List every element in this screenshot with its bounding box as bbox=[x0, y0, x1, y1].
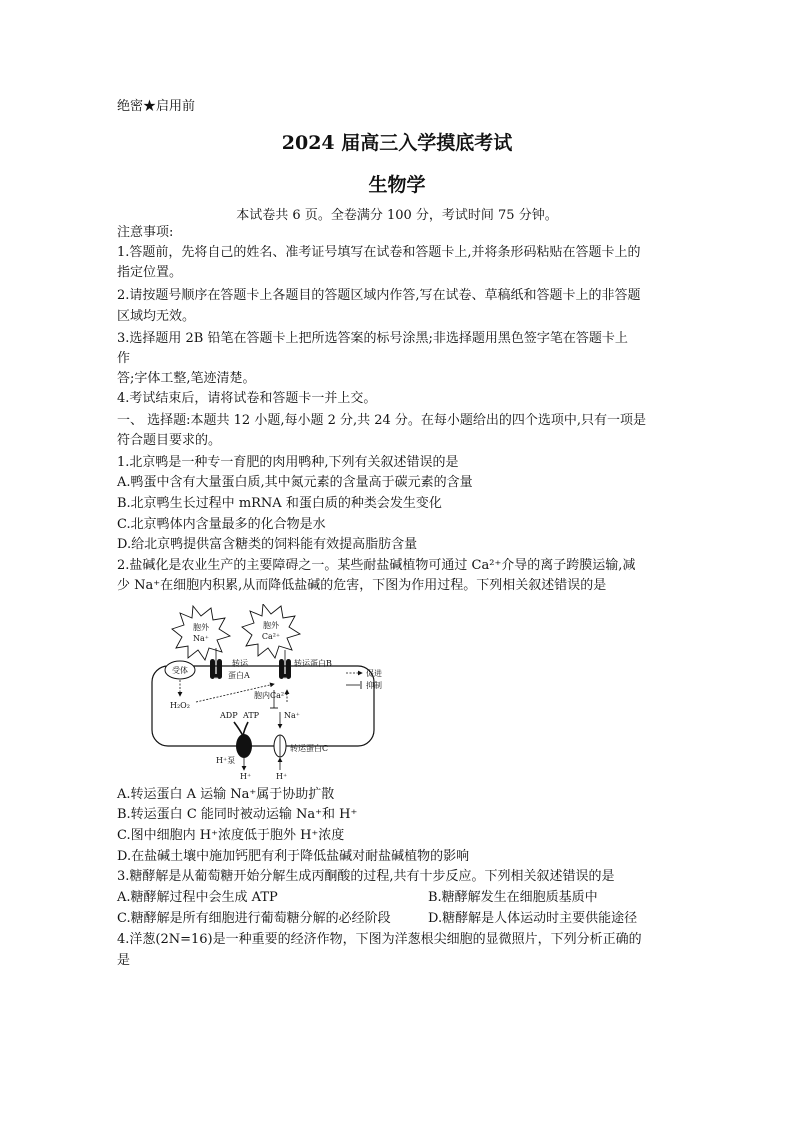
notice-line: 4.考试结束后，请将试卷和答题卡一并上交。 bbox=[117, 391, 377, 406]
question-2-stem: 2.盐碱化是农业生产的主要障碍之一。某些耐盐碱植物可通过 Ca²⁺介导的离子跨膜运输,减 bbox=[117, 558, 636, 573]
na-inside-label: Na⁺ bbox=[284, 711, 300, 720]
question-3-stem: 3.糖酵解是从葡萄糖开始分解生成丙酮酸的过程,共有十步反应。下列相关叙述错误的是 bbox=[117, 869, 615, 884]
notice-line: 答;字体工整,笔迹清楚。 bbox=[117, 371, 256, 386]
extracellular-ca-burst bbox=[242, 604, 300, 658]
notice-line: 2.请按题号顺序在答题卡上各题目的答题区域内作答,写在试卷、草稿纸和答题卡上的非答题 bbox=[117, 288, 641, 303]
notice-line: 区域均无效。 bbox=[117, 309, 196, 324]
h-out-label: H⁺ bbox=[240, 772, 252, 780]
transporter-c-label: 转运蛋白C bbox=[290, 744, 329, 753]
transporter-b-left bbox=[279, 659, 284, 679]
adp-label: ADP bbox=[220, 711, 238, 720]
extracellular-na-burst bbox=[172, 606, 230, 660]
h-pump-label: H⁺泵 bbox=[216, 756, 236, 765]
notice-line: 3.选择题用 2B 铅笔在答题卡上把所选答案的标号涂黑;非选择题用黑色签字笔在答题卡上 bbox=[117, 331, 628, 346]
section-heading-cont: 符合题目要求的。 bbox=[117, 433, 222, 448]
notice-heading: 注意事项: bbox=[117, 225, 174, 240]
question-2-option-b: B.转运蛋白 C 能同时被动运输 Na⁺和 H⁺ bbox=[117, 807, 358, 822]
na-ion-label: Na⁺ bbox=[193, 634, 209, 643]
question-1-option-a: A.鸭蛋中含有大量蛋白质,其中氮元素的含量高于碳元素的含量 bbox=[117, 475, 473, 490]
transporter-b-label: 转运蛋白B bbox=[294, 659, 332, 668]
atp-arrow bbox=[234, 722, 243, 736]
question-2-option-a: A.转运蛋白 A 运输 Na⁺属于协助扩散 bbox=[117, 787, 335, 802]
ion-transport-diagram bbox=[148, 604, 388, 780]
notice-line: 作 bbox=[117, 351, 131, 366]
question-3-option-a: A.糖酵解过程中会生成 ATP bbox=[117, 890, 278, 905]
transporter-a-right bbox=[217, 659, 222, 679]
question-2-stem-cont: 少 Na⁺在细胞内积累,从而降低盐碱的危害，下图为作用过程。下列相关叙述错误的是 bbox=[117, 578, 607, 593]
question-1-option-d: D.给北京鸭提供富含糖类的饲料能有效提高脂肪含量 bbox=[117, 537, 418, 552]
question-3-option-d: D.糖酵解是人体运动时主要供能途径 bbox=[428, 911, 638, 926]
h-pump bbox=[236, 734, 252, 758]
notice-line: 1.答题前，先将自己的姓名、准考证号填写在试卷和答题卡上,并将条形码粘贴在答题卡上的 bbox=[117, 245, 641, 260]
question-4-stem: 4.洋葱(2N=16)是一种重要的经济作物，下图为洋葱根尖细胞的显微照片，下列分析正确的 bbox=[117, 932, 642, 947]
transporter-a-label: 蛋白A bbox=[228, 671, 250, 680]
h2o2-label: H₂O₂ bbox=[170, 701, 190, 710]
transporter-a-label: 转运 bbox=[232, 659, 248, 668]
question-2-option-d: D.在盐碱土壤中施加钙肥有利于降低盐碱对耐盐碱植物的影响 bbox=[117, 849, 470, 864]
question-4-stem-cont: 是 bbox=[117, 953, 131, 968]
secret-label: 绝密★启用前 bbox=[117, 99, 196, 114]
exam-title: 2024 届高三入学摸底考试 bbox=[281, 132, 513, 154]
transporter-b-right bbox=[286, 659, 291, 679]
subject-title: 生物学 bbox=[368, 174, 426, 196]
outside-label: 胞外 bbox=[263, 621, 279, 630]
legend-inhibit: 抑制 bbox=[366, 681, 382, 690]
question-1-option-b: B.北京鸭生长过程中 mRNA 和蛋白质的种类会发生变化 bbox=[117, 496, 442, 511]
question-3-option-c: C.糖酵解是所有细胞进行葡萄糖分解的必经阶段 bbox=[117, 911, 391, 926]
exam-info: 本试卷共 6 页。全卷满分 100 分，考试时间 75 分钟。 bbox=[236, 208, 558, 223]
notice-line: 指定位置。 bbox=[117, 265, 183, 280]
outside-label: 胞外 bbox=[193, 623, 209, 632]
legend-promote: 促进 bbox=[366, 669, 382, 678]
section-heading: 一、 选择题:本题共 12 小题,每小题 2 分,共 24 分。在每小题给出的四个选项中,只有一项是 bbox=[117, 413, 647, 428]
h-out-label: H⁺ bbox=[276, 772, 288, 780]
atp-label: ATP bbox=[243, 711, 260, 720]
question-2-option-c: C.图中细胞内 H⁺浓度低于胞外 H⁺浓度 bbox=[117, 828, 345, 843]
question-3-option-b: B.糖酵解发生在细胞质基质中 bbox=[428, 890, 598, 905]
ca-ion-label: Ca²⁺ bbox=[261, 632, 281, 641]
inside-ca-label: 胞内Ca²⁺ bbox=[254, 691, 289, 700]
transporter-a-left bbox=[210, 659, 215, 679]
receptor-label: 受体 bbox=[172, 666, 188, 675]
question-1-stem: 1.北京鸭是一种专一育肥的肉用鸭种,下列有关叙述错误的是 bbox=[117, 455, 459, 470]
question-1-option-c: C.北京鸭体内含量最多的化合物是水 bbox=[117, 517, 326, 532]
